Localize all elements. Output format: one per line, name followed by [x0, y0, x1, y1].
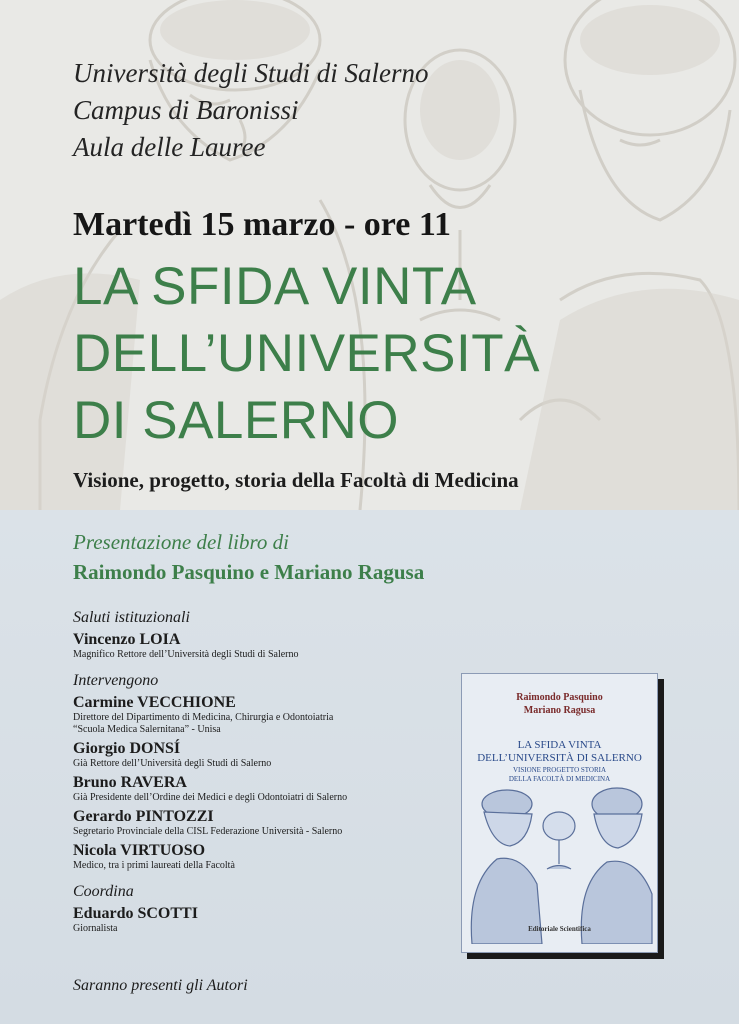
book-title: [462, 739, 657, 765]
book-subtitle-line-1: VISIONE PROGETTO STORIA: [512, 766, 607, 774]
presentation-intro: Presentazione del libro di: [73, 530, 289, 554]
title-line-1: LA SFIDA VINTA: [73, 257, 477, 316]
speaker-name: Carmine VECCHIONE: [73, 694, 236, 711]
title-line-2: DELL’UNIVERSITÀ: [73, 324, 540, 383]
speaker-role-continued: “Scuola Medica Salernitana” - Unisa: [73, 724, 221, 735]
speaker-entry: [73, 807, 453, 838]
speaker-entry: [73, 739, 453, 770]
room-name: Aula delle Lauree: [73, 132, 266, 162]
university-name: Università degli Studi di Salerno: [73, 58, 429, 88]
greetings-label: Saluti istituzionali: [73, 609, 190, 626]
speaker-role: Già Rettore dell’Università degli Studi di Salerno: [73, 758, 272, 769]
book-subtitle-line-2: DELLA FACOLTÀ DI MEDICINA: [508, 775, 611, 783]
book-publisher: Editoriale Scientifica: [528, 925, 591, 933]
book-author-1: Raimondo Pasquino: [516, 692, 603, 703]
title-line-3: DI SALERNO: [73, 391, 400, 450]
moderator-name: Eduardo SCOTTI: [73, 905, 198, 922]
book-cover-illustration: [462, 784, 657, 944]
book-cover-image: [461, 673, 658, 953]
presentation-authors: Raimondo Pasquino e Mariano Ragusa: [73, 560, 425, 584]
book-subtitle: [462, 766, 657, 784]
speaker-role: Medico, tra i primi laureati della Facoltà: [73, 860, 235, 871]
speaker-entry: [73, 841, 453, 872]
book-authors: [462, 691, 657, 717]
speaker-entry: [73, 630, 453, 661]
speaker-role: Segretario Provinciale della CISL Federazione Università - Salerno: [73, 826, 343, 837]
closing-note: Saranno presenti gli Autori: [73, 977, 248, 994]
speaker-name: Bruno RAVERA: [73, 774, 187, 791]
moderator-entry: [73, 904, 453, 935]
book-author-2: Mariano Ragusa: [523, 705, 596, 716]
speaker-entry: [73, 693, 453, 736]
program-list: [73, 608, 453, 935]
speakers-label: Intervengono: [73, 672, 159, 689]
campus-name: Campus di Baronissi: [73, 95, 299, 125]
event-subtitle: Visione, progetto, storia della Facoltà di Medicina: [73, 468, 519, 492]
speaker-role: Direttore del Dipartimento di Medicina, Chirurgia e Odontoiatria: [73, 712, 334, 723]
event-title: [73, 253, 540, 454]
speaker-name: Nicola VIRTUOSO: [73, 842, 206, 859]
speaker-role: Magnifico Rettore dell’Università degli Studi di Salerno: [73, 649, 299, 660]
book-title-line-1: LA SFIDA VINTA: [517, 739, 602, 751]
speaker-name: Giorgio DONSÍ: [73, 740, 181, 757]
speaker-entry: [73, 773, 453, 804]
speaker-name: Gerardo PINTOZZI: [73, 808, 214, 825]
event-date-time: Martedì 15 marzo - ore 11: [73, 206, 451, 243]
speaker-role: Già Presidente dell’Ordine dei Medici e degli Odontoiatri di Salerno: [73, 792, 348, 803]
book-title-line-2: DELL’UNIVERSITÀ DI SALERNO: [477, 752, 642, 764]
speaker-name: Vincenzo LOIA: [73, 631, 181, 648]
moderator-role: Giornalista: [73, 923, 118, 934]
venue-block: [73, 55, 428, 166]
header-section: [0, 0, 739, 510]
moderator-label: Coordina: [73, 883, 134, 900]
